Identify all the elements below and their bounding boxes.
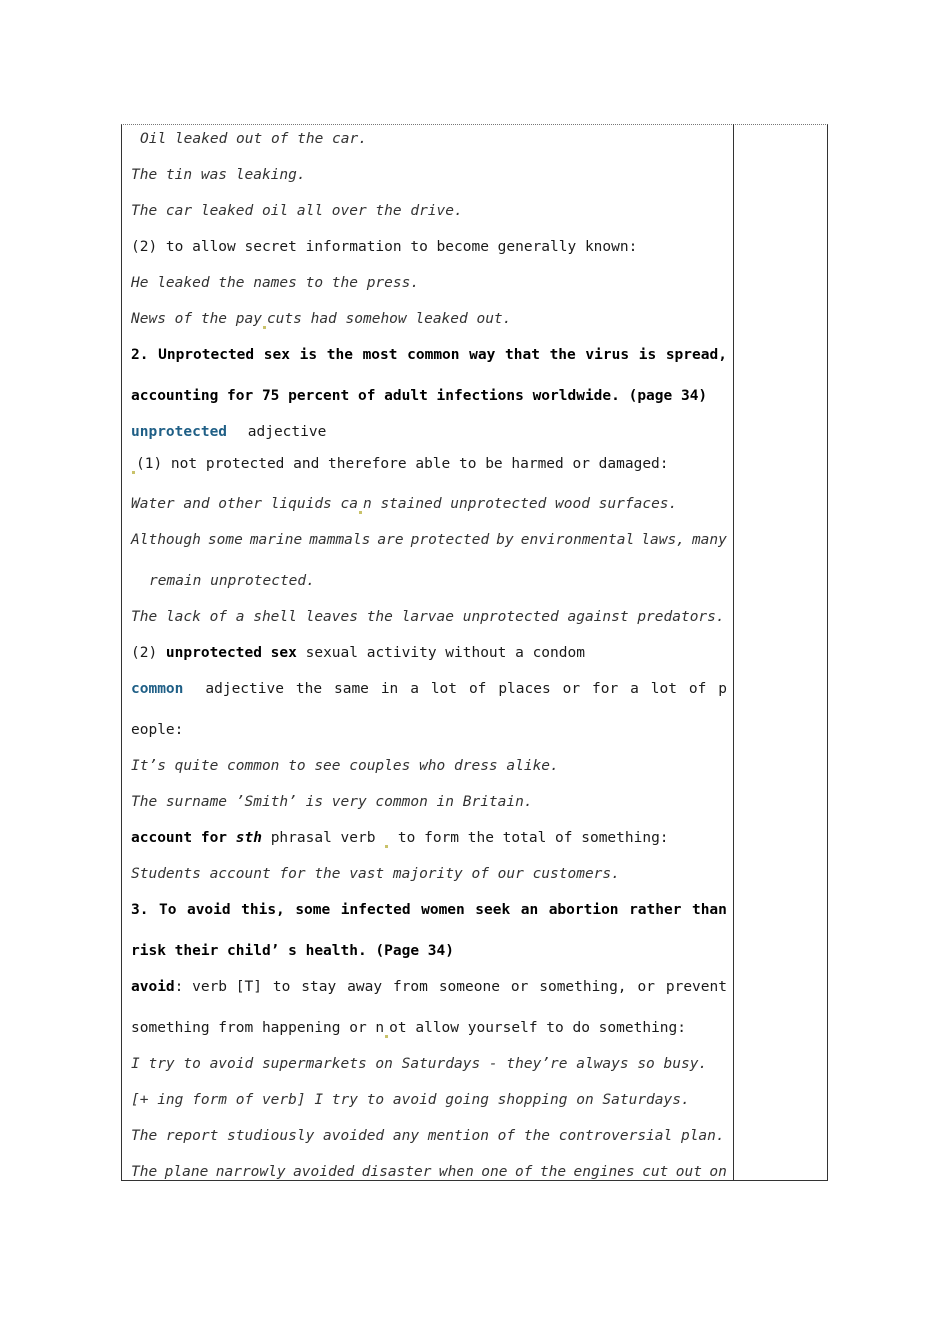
definition-line: eople: (131, 722, 184, 738)
word: : verb [T] (174, 979, 262, 995)
word: rather (629, 902, 682, 918)
word: The (131, 1164, 158, 1180)
word: plane (164, 1164, 209, 1180)
word: adjective (205, 681, 284, 697)
word: sex (263, 347, 290, 363)
word: are (377, 532, 404, 548)
word: marine (249, 532, 303, 548)
headword-common: common (131, 681, 184, 697)
word: something, (539, 979, 627, 995)
word: or (637, 979, 655, 995)
definition-text (205, 679, 727, 699)
word: from (392, 979, 428, 995)
word: avoided (293, 1164, 355, 1180)
word: Although (131, 532, 201, 548)
word: narrowly (215, 1164, 286, 1180)
word: most (362, 347, 398, 363)
example-line (131, 1162, 727, 1182)
word: is (638, 347, 657, 363)
word: for (591, 681, 619, 697)
word: a (410, 681, 419, 697)
definition-text: to form the total of something: (389, 830, 669, 846)
example-line: [+ ing form of verb] I try to avoid going shopping on Saturdays. (131, 1092, 690, 1108)
example-line (131, 530, 727, 550)
word: laws, (641, 532, 685, 548)
marker-dot (385, 1035, 388, 1038)
word: the (549, 347, 576, 363)
sentence-2-line-1 (131, 345, 727, 365)
word: infected (340, 902, 411, 918)
word: in (380, 681, 399, 697)
marker-dot (385, 845, 388, 848)
example-line: News of the pay cuts had somehow leaked out. (131, 311, 512, 327)
headword-line (131, 422, 326, 442)
word: way (469, 347, 496, 363)
example-line: The lack of a shell leaves the larvae unprotected against predators. (131, 609, 725, 625)
word: prevent (665, 979, 727, 995)
word: out (675, 1164, 702, 1180)
marker-dot (263, 326, 266, 329)
definition-line: (2) to allow secret information to become generally known: (131, 239, 638, 255)
part-of-speech: adjective (247, 424, 327, 440)
word: the (539, 1164, 567, 1180)
word: virus (585, 347, 630, 363)
word: mammals (309, 532, 371, 548)
word: the (295, 681, 323, 697)
word: abortion (548, 902, 619, 918)
example-line: Students account for the vast majority of our customers. (131, 866, 620, 882)
word: same (333, 681, 369, 697)
word: places (498, 681, 551, 697)
word: Unprotected (158, 347, 255, 363)
word: spread, (665, 347, 727, 363)
example-line: He leaked the names to the press. (131, 275, 420, 291)
word: To (158, 902, 177, 918)
definition-line: (1) not protected and therefore able to be harmed or damaged: (131, 454, 669, 474)
headword-line (131, 828, 669, 848)
word: common (407, 347, 460, 363)
definition-text (175, 977, 727, 997)
word: seek (475, 902, 511, 918)
word: stay (301, 979, 337, 995)
word: on (709, 1164, 727, 1180)
word: the (326, 347, 353, 363)
word: cut (642, 1164, 669, 1180)
word: women (421, 902, 465, 918)
headword-account-for: account for (131, 830, 236, 846)
word: of (468, 681, 487, 697)
word: one (481, 1164, 508, 1180)
example-line: The car leaked oil all over the drive. (131, 203, 463, 219)
word: some (295, 902, 331, 918)
word: protected (410, 532, 490, 548)
word: lot (650, 681, 677, 697)
notes-table (121, 124, 828, 1181)
example-line: Oil leaked out of the car. (140, 131, 367, 147)
word: 2. (131, 347, 149, 363)
word: avoid (186, 902, 231, 918)
example-line: The surname ’Smith’ is very common in Britain. (131, 794, 533, 810)
word: or (562, 681, 581, 697)
headword-line (131, 977, 727, 997)
example-line: Water and other liquids ca n stained unprotected wood surfaces. (131, 496, 678, 512)
word: engines (573, 1164, 635, 1180)
word: lot (430, 681, 458, 697)
definition-line: (2) unprotected sex sexual activity without a condom (131, 645, 585, 661)
word: of (514, 1164, 533, 1180)
column-divider (733, 124, 734, 1181)
example-line: The tin was leaking. (131, 167, 306, 183)
definition-line: something from happening or n ot allow yourself to do something: (131, 1020, 686, 1036)
headword-sth: sth (235, 830, 262, 846)
word: some (207, 532, 243, 548)
word: or (510, 979, 529, 995)
example-line: I try to avoid supermarkets on Saturdays - they’re always so busy. (131, 1056, 708, 1072)
marker-dot (359, 511, 362, 514)
word: an (520, 902, 539, 918)
sentence-2-line-2: accounting for 75 percent of adult infections worldwide. (page 34) (131, 388, 708, 404)
part-of-speech: phrasal verb (261, 830, 385, 846)
sentence-3-line-2: risk their child’ s health. (Page 34) (131, 943, 455, 959)
word: by (496, 532, 514, 548)
word: of (688, 681, 707, 697)
word: this, (241, 902, 285, 918)
headword-avoid: avoid (131, 979, 175, 995)
word: 3. (131, 902, 149, 918)
word: p (718, 681, 727, 697)
sentence-3-line-1 (131, 900, 727, 920)
word: someone (438, 979, 500, 995)
word: many (691, 532, 727, 548)
word: disaster (361, 1164, 432, 1180)
word: away (347, 979, 383, 995)
word: to (272, 979, 291, 995)
word: when (438, 1164, 474, 1180)
example-line: It’s quite common to see couples who dress alike. (131, 758, 559, 774)
phrase-unprotected-sex: unprotected sex (165, 645, 297, 661)
word: is (299, 347, 318, 363)
headword-line (131, 679, 727, 699)
headword-unprotected: unprotected (131, 424, 228, 440)
word: environmental (520, 532, 635, 548)
example-line: The report studiously avoided any mention of the controversial plan. (131, 1128, 725, 1144)
word: that (505, 347, 540, 363)
example-line: remain unprotected. (149, 573, 315, 589)
word: a (630, 681, 639, 697)
word: than (691, 902, 727, 918)
marker-dot (132, 471, 135, 474)
